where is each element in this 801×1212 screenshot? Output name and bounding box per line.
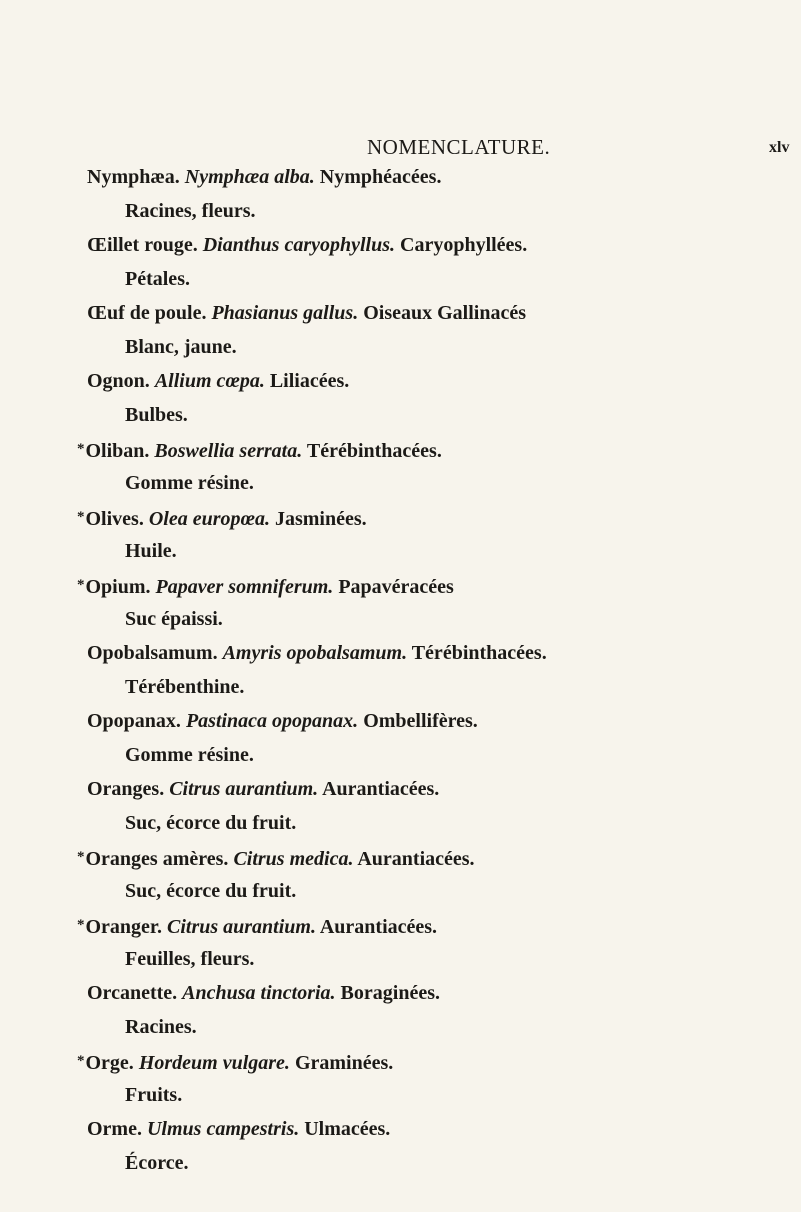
entry-detail: Racines, fleurs. — [125, 200, 256, 222]
entry-detail: Térébenthine. — [125, 676, 245, 698]
entry — [0, 500, 801, 568]
latin-name: Citrus medica. — [233, 848, 354, 870]
common-name: Orcanette. — [87, 982, 178, 1004]
latin-name: Papaver somniferum. — [155, 576, 334, 598]
entry-head — [0, 364, 801, 398]
latin-name: Nymphæa alba. — [184, 166, 315, 188]
latin-name: Citrus aurantium. — [166, 916, 316, 938]
entry-detail: Blanc, jaune. — [125, 336, 237, 358]
family-name: Aurantiacées. — [319, 916, 438, 938]
entry-head — [0, 432, 801, 466]
entry-detail: Suc, écorce du fruit. — [125, 880, 297, 902]
star-marker: * — [77, 441, 85, 457]
entry-detail: Feuilles, fleurs. — [125, 948, 255, 970]
entry — [0, 976, 801, 1044]
star-marker: * — [77, 509, 85, 525]
family-name: Ulmacées. — [304, 1118, 391, 1140]
entry-head — [0, 1044, 801, 1078]
common-name: Olives. — [85, 508, 144, 530]
common-name: Oranges. — [87, 778, 165, 800]
star-marker: * — [77, 917, 85, 933]
entry-detail: Écorce. — [125, 1152, 189, 1174]
entry — [0, 160, 801, 228]
common-name: Ognon. — [87, 370, 150, 392]
family-name: Aurantiacées. — [357, 848, 475, 870]
entry-detail: Fruits. — [125, 1084, 183, 1106]
common-name: Orge. — [85, 1052, 134, 1074]
latin-name: Boswellia serrata. — [154, 440, 303, 462]
entry — [0, 1044, 801, 1112]
entry-head — [0, 1112, 801, 1146]
latin-name: Hordeum vulgare. — [138, 1052, 290, 1074]
entry — [0, 636, 801, 704]
latin-name: Phasianus gallus. — [211, 302, 359, 324]
page-title: NOMENCLATURE. — [367, 135, 551, 159]
entry — [0, 364, 801, 432]
entry-detail: Suc épaissi. — [125, 608, 223, 630]
family-name: Liliacées. — [269, 370, 350, 392]
common-name: Opobalsamum. — [87, 642, 218, 664]
entry-head — [0, 908, 801, 942]
latin-name: Pastinaca opopanax. — [185, 710, 359, 732]
family-name: Jasminées. — [274, 508, 367, 530]
latin-name: Ulmus campestris. — [146, 1118, 300, 1140]
common-name: Oranges amères. — [85, 848, 229, 870]
entry — [0, 228, 801, 296]
family-name: Nymphéacées. — [319, 166, 442, 188]
family-name: Aurantiacées. — [322, 778, 440, 800]
family-name: Térébinthacées. — [411, 642, 547, 664]
star-marker: * — [77, 577, 85, 593]
common-name: Œuf de poule. — [87, 302, 207, 324]
latin-name: Amyris opobalsamum. — [222, 642, 408, 664]
entry-detail: Pétales. — [125, 268, 190, 290]
common-name: Orme. — [87, 1118, 142, 1140]
common-name: Nymphæa. — [87, 166, 180, 188]
family-name: Térébinthacées. — [306, 440, 442, 462]
star-marker: * — [77, 849, 85, 865]
entry — [0, 1112, 801, 1180]
entry — [0, 772, 801, 840]
family-name: Graminées. — [294, 1052, 394, 1074]
entry — [0, 704, 801, 772]
nomenclature-list — [0, 160, 801, 1180]
latin-name: Olea europœa. — [148, 508, 270, 530]
entry-detail: Gomme résine. — [125, 472, 254, 494]
entry-detail: Gomme résine. — [125, 744, 254, 766]
family-name: Caryophyllées. — [400, 234, 528, 256]
entry — [0, 840, 801, 908]
entry-detail: Suc, écorce du fruit. — [125, 812, 297, 834]
common-name: Oranger. — [85, 916, 162, 938]
family-name: Papavéracées — [338, 576, 454, 598]
latin-name: Dianthus caryophyllus. — [202, 234, 395, 256]
common-name: Opopanax. — [87, 710, 181, 732]
entry-head — [0, 160, 801, 194]
entry — [0, 568, 801, 636]
family-name: Ombellifères. — [363, 710, 478, 732]
common-name: Opium. — [85, 576, 151, 598]
latin-name: Anchusa tinctoria. — [182, 982, 336, 1004]
common-name: Œillet rouge. — [87, 234, 198, 256]
entry-detail: Huile. — [125, 540, 177, 562]
latin-name: Citrus aurantium. — [169, 778, 319, 800]
entry-head — [0, 296, 801, 330]
common-name: Oliban. — [85, 440, 150, 462]
entry-head — [0, 840, 801, 874]
entry — [0, 908, 801, 976]
entry-head — [0, 704, 801, 738]
entry — [0, 432, 801, 500]
latin-name: Allium cœpa. — [154, 370, 265, 392]
family-name: Oiseaux Gallinacés — [363, 302, 526, 324]
family-name: Boraginées. — [340, 982, 440, 1004]
entry-head — [0, 636, 801, 670]
entry-head — [0, 500, 801, 534]
entry-detail: Bulbes. — [125, 404, 188, 426]
entry-head — [0, 568, 801, 602]
star-marker: * — [77, 1053, 85, 1069]
entry-head — [0, 228, 801, 262]
page-number: xlv — [769, 139, 790, 156]
entry-head — [0, 976, 801, 1010]
entry-head — [0, 772, 801, 806]
entry — [0, 296, 801, 364]
entry-detail: Racines. — [125, 1016, 197, 1038]
